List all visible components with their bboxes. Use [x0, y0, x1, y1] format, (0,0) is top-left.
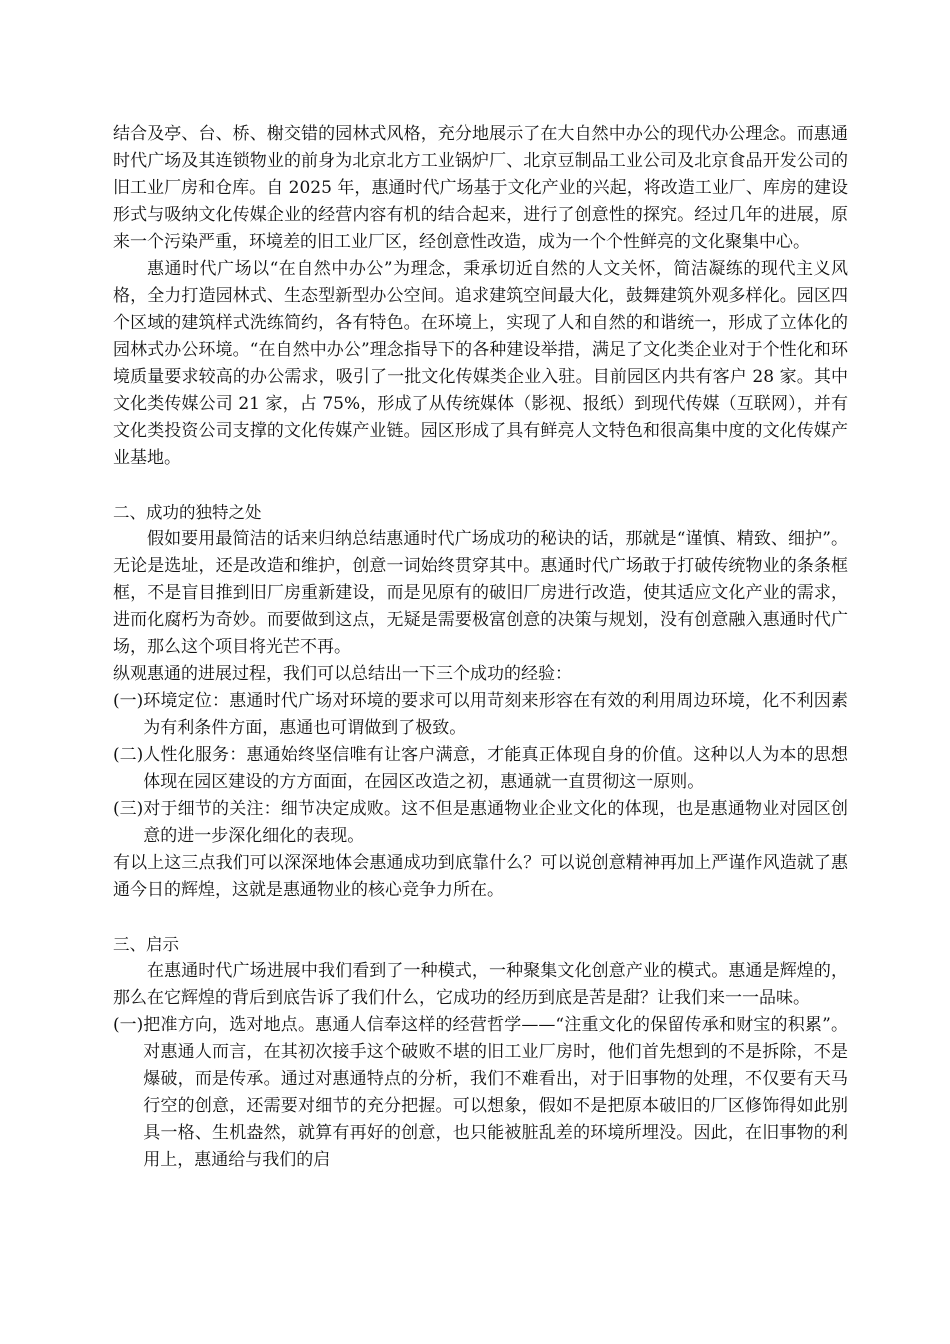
- section-2-paragraph-3: 有以上这三点我们可以深深地体会惠通成功到底靠什么？可以说创意精神再加上严谨作风造就了惠通今日的辉煌，这就是惠通物业的核心竞争力所在。: [113, 853, 848, 900]
- list-item: [113, 742, 848, 796]
- list-item-text: 人性化服务：惠通始终坚信唯有让客户满意，才能真正体现自身的价值。这种以人为本的思想体现在园区建设的方方面面，在园区改造之初，惠通就一直贯彻这一原则。: [143, 745, 848, 792]
- list-item-number: (三): [113, 799, 144, 819]
- section-2-paragraph-1: 假如要用最简洁的话来归纳总结惠通时代广场成功的秘诀的话，那就是“谨慎、精致、细护”。无论是选址，还是改造和维护，创意一词始终贯穿其中。惠通时代广场敢于打破传统物业的条条框框，不是盲目推到旧厂房重新建设，而是见原有的破旧厂房进行改造，使其适应文化产业的需求，进而化腐朽为奇妙。而要做到这点，无疑是需要极富创意的决策与规划，没有创意融入惠通时代广场，那么这个项目将光芒不再。: [113, 529, 848, 657]
- list-item-number: (一): [113, 691, 144, 711]
- list-item-number: (一): [113, 1015, 144, 1035]
- list-item: [113, 796, 848, 850]
- intro-paragraph-1: 结合及亭、台、桥、榭交错的园林式风格，充分地展示了在大自然中办公的现代办公理念。而惠通时代广场及其连锁物业的前身为北京北方工业锅炉厂、北京豆制品工业公司及北京食品开发公司的旧工业厂房和仓库。自 2025 年，惠通时代广场基于文化产业的兴起，将改造工业厂、库房的建设形式与吸纳文化传媒企业的经营内容有机的结合起来，进行了创意性的探究。经过几年的进展，原来一个污染严重，环境差的旧工业厂区，经创意性改造，成为一个个性鲜亮的文化聚集中心。: [113, 124, 848, 252]
- section-2-paragraph-2: 纵观惠通的进展过程，我们可以总结出一下三个成功的经验：: [113, 664, 572, 684]
- list-item-text: 把准方向，选对地点。惠通人信奉这样的经营哲学——“注重文化的保留传承和财宝的积累”。对惠通人而言，在其初次接手这个破败不堪的旧工业厂房时，他们首先想到的不是拆除，不是爆破，而是传承。通过对惠通特点的分析，我们不难看出，对于旧事物的处理，不仅要有天马行空的创意，还需要对细节的充分把握。可以想象，假如不是把原本破旧的厂区修饰得如此别具一格、生机盎然，就算有再好的创意，也只能被脏乱差的环境所埋没。因此，在旧事物的利用上，惠通给与我们的启: [143, 1015, 848, 1170]
- section-2-heading: 二、成功的独特之处: [113, 503, 262, 522]
- list-item-text: 对于细节的关注：细节决定成败。这不但是惠通物业企业文化的体现，也是惠通物业对园区创意的进一步深化细化的表现。: [143, 799, 848, 846]
- section-3-heading: 三、启示: [113, 935, 179, 954]
- section-3-paragraph-1: 在惠通时代广场进展中我们看到了一种模式，一种聚集文化创意产业的模式。惠通是辉煌的，那么在它辉煌的背后到底告诉了我们什么，它成功的经历到底是苦是甜？让我们来一一品味。: [113, 961, 848, 1008]
- list-item-text: 环境定位：惠通时代广场对环境的要求可以用苛刻来形容在有效的利用周边环境，化不利因素为有利条件方面，惠通也可谓做到了极致。: [143, 691, 848, 738]
- list-item: [113, 1012, 848, 1174]
- list-item: [113, 688, 848, 742]
- document-page: [113, 121, 848, 1174]
- intro-paragraph-2: 惠通时代广场以“在自然中办公”为理念，秉承切近自然的人文关怀，简洁凝练的现代主义风格，全力打造园林式、生态型新型办公空间。追求建筑空间最大化，鼓舞建筑外观多样化。园区四个区域的建筑样式洗练简约，各有特色。在环境上，实现了人和自然的和谐统一，形成了立体化的园林式办公环境。“在自然中办公”理念指导下的各种建设举措，满足了文化类企业对于个性化和环境质量要求较高的办公需求，吸引了一批文化传媒类企业入驻。目前园区内共有客户 28 家。其中文化类传媒公司 21 家，占 75%，形成了从传统媒体（影视、报纸）到现代传媒（互联网），并有文化类投资公司支撑的文化传媒产业链。园区形成了具有鲜亮人文特色和很高集中度的文化传媒产业基地。: [113, 259, 848, 468]
- list-item-number: (二): [113, 745, 144, 765]
